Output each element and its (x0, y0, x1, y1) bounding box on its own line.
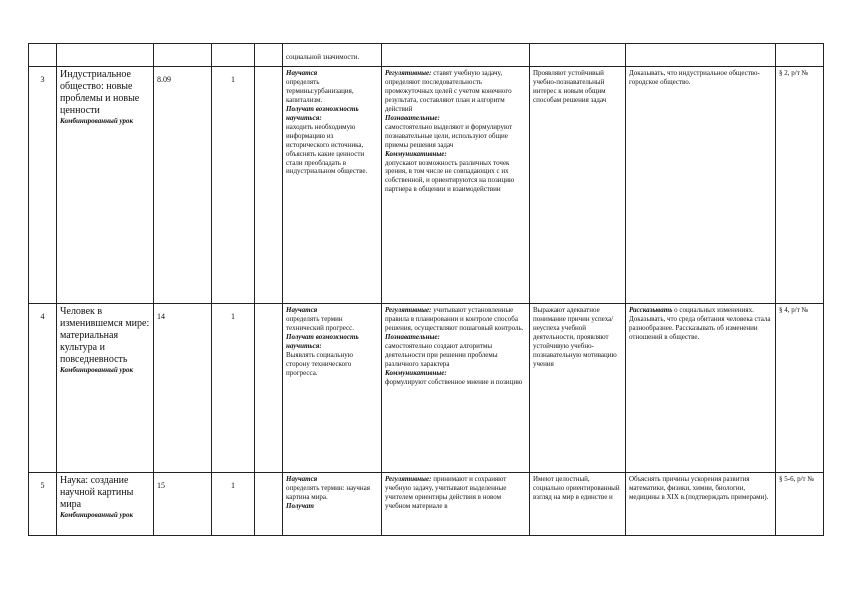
chance-label: Получат возможность научиться: (286, 332, 359, 350)
chance-label: Получат возможность научиться: (286, 104, 359, 122)
cognitive-label: Познавательные: (385, 113, 440, 122)
communicative-label: Коммуникативные: (385, 149, 447, 158)
cognitive-label: Познавательные: (385, 332, 440, 341)
activity-label: Рассказывать (629, 306, 673, 314)
homework-cell: § 5-6, р/т № (776, 473, 824, 536)
empty-cell (212, 44, 255, 67)
meta-results-cell (382, 67, 530, 304)
table-row (29, 473, 824, 536)
subject-results-cell (283, 304, 382, 473)
subject-results-cell: социальной значимости. (283, 44, 382, 67)
row-number-cell: 3 (29, 67, 57, 304)
topic-cell (57, 67, 154, 304)
learn-text: определять термины:урбанизация, капитализм. (286, 77, 354, 104)
personal-results-cell (530, 44, 626, 67)
homework-cell: § 4, р/т № (776, 304, 824, 473)
activity-cell (626, 67, 776, 304)
learn-label: Научатся (286, 69, 318, 77)
activity-text: Доказывать, что индустриальное общество-городское общество. (629, 69, 760, 86)
hours-cell: 1 (212, 304, 255, 473)
row-number-cell: 5 (29, 473, 57, 536)
cognitive-text: самостоятельно создают алгоритмы деятельности при решении проблемы различного характера (385, 341, 498, 368)
empty-cell (255, 67, 283, 304)
cognitive-text: самостоятельно выделяют и формулируют познавательные цели, используют общие приемы решения задач (385, 122, 513, 149)
lesson-topic: Индустриальное общество: новые проблемы и новые ценности (60, 69, 140, 116)
activity-cell (626, 304, 776, 473)
regulatory-text: принимают и сохраняют учебную задачу, учитывают выделенные учителем ориентиры действия в новом учебном материале в (385, 475, 507, 510)
activity-cell (626, 44, 776, 67)
regulatory-label: Регулятивные: (385, 475, 432, 483)
homework-cell: § 2, р/т № (776, 67, 824, 304)
table-row (29, 44, 824, 67)
regulatory-text: учитывают установленные правила в планировании и контроле способа решения, осуществляют пошаговый контроль. (385, 306, 524, 332)
table-row (29, 67, 824, 304)
date-cell: 14 (154, 304, 212, 473)
hours-cell (255, 44, 283, 67)
lesson-plan-table (28, 43, 824, 536)
activity-text: Объяснять причины ускорения развития математики, физики, химии, биологии, медицины в XIX в.(подтверждать примерами). (629, 475, 769, 501)
lesson-type: Комбинированный урок (60, 366, 134, 374)
regulatory-label: Регулятивные: (385, 306, 432, 314)
topic-cell (57, 44, 154, 67)
subject-results-cell (283, 473, 382, 536)
topic-cell (57, 304, 154, 473)
meta-results-cell (382, 473, 530, 536)
communicative-label: Коммуникативные: (385, 368, 447, 377)
activity-cell (626, 473, 776, 536)
personal-results-cell: Проявляют устойчивый учебно-познавательный интерес к новым общим способам решения задач (530, 67, 626, 304)
lesson-type: Комбинированный урок (60, 117, 134, 125)
activity-text: о социальных изменениях. Доказывать, что среда обитания человека стала разнообразнее. Рассказывать об изменении отношений в обществе. (629, 306, 771, 341)
chance-text: находить необходимую информацию из исторического источника, объяснять какие ценности стали преобладать в индустриальном обществе. (286, 122, 368, 176)
lesson-topic: Наука: создание научной картины мира (60, 475, 134, 510)
date-cell: 15 (154, 473, 212, 536)
hours-cell: 1 (212, 67, 255, 304)
lesson-topic: Человек в изменившемся мире: материальная культура и повседневность (60, 306, 150, 365)
lesson-type: Комбинированный урок (60, 511, 134, 519)
date-cell: 8.09 (154, 67, 212, 304)
learn-label: Научатся (286, 475, 318, 483)
topic-cell (57, 473, 154, 536)
table-row (29, 304, 824, 473)
chance-label: Получат (286, 501, 314, 510)
hours-cell: 1 (212, 473, 255, 536)
communicative-text: допускают возможность различных точек зрения, в том числе не совпадающих с их собственной, и ориентируются на позицию партнера в общении и взаимодействии (385, 158, 515, 194)
communicative-text: формулируют собственное мнение и позицию (385, 377, 523, 386)
row-number-cell: 4 (29, 304, 57, 473)
regulatory-text: ставят учебную задачу, определяют последовательность промежуточных целей с учетом конечного результата, составляют план и алгоритм действий (385, 69, 512, 113)
meta-results-cell (382, 44, 530, 67)
empty-cell (255, 304, 283, 473)
date-cell (154, 44, 212, 67)
subject-results-cell (283, 67, 382, 304)
homework-cell (776, 44, 824, 67)
learn-text: определять термин технический прогресс. (286, 314, 354, 332)
chance-text: Выявлять социальную сторону технического прогресса. (286, 350, 353, 377)
learn-text: определять термин: научная картина мира. (286, 483, 370, 501)
empty-cell (255, 473, 283, 536)
row-number-cell (29, 44, 57, 67)
personal-results-cell: Имеют целостный, социально ориентированный взгляд на мир в единстве и (530, 473, 626, 536)
personal-results-cell: Выражают адекватное понимание причин успеха/неуспеха учебной деятельности, проявляют устойчивую учебно-познавательную мотивацию учения (530, 304, 626, 473)
meta-results-cell (382, 304, 530, 473)
regulatory-label: Регулятивные: (385, 69, 432, 77)
learn-label: Научатся (286, 306, 318, 314)
